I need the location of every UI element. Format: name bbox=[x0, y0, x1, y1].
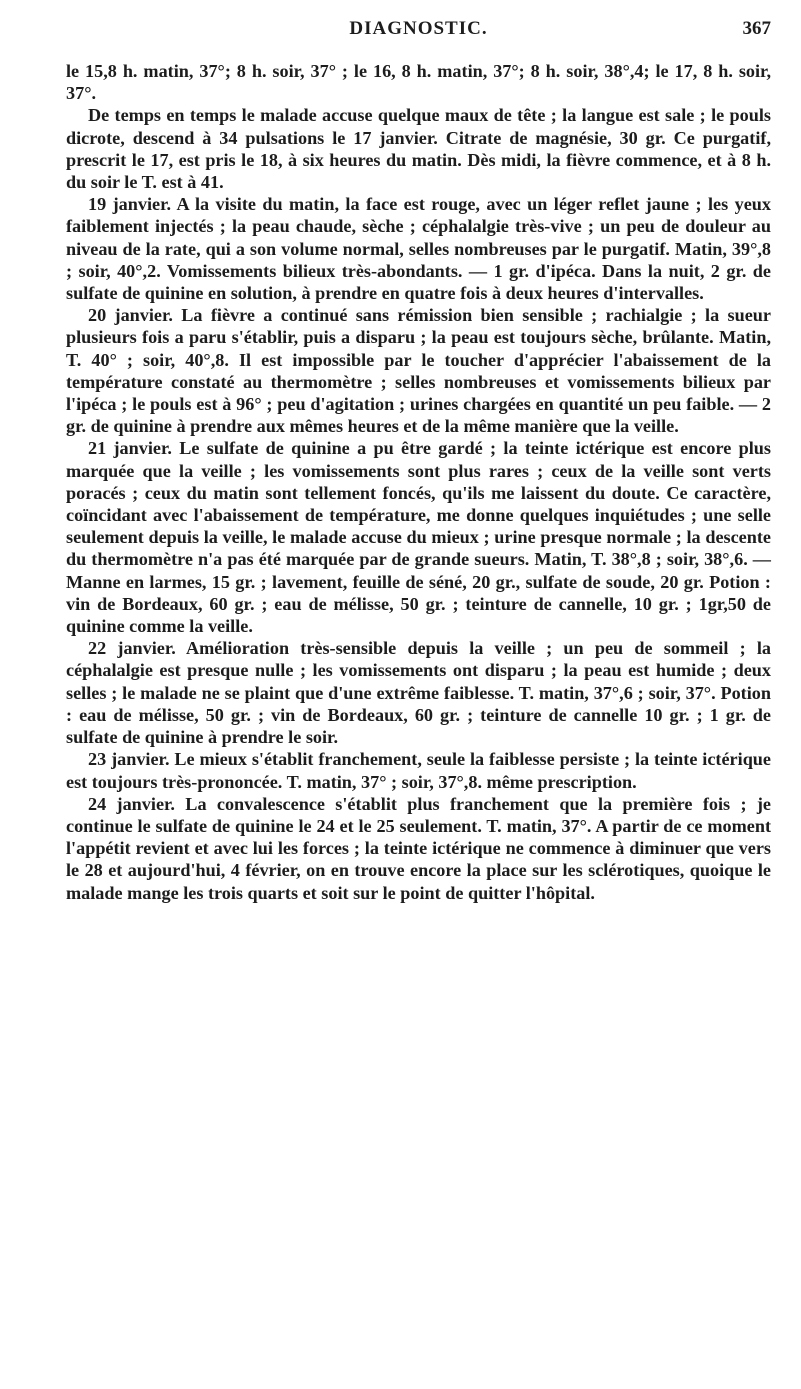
body-text bbox=[66, 60, 771, 904]
paragraph-symptoms: De temps en temps le malade accuse quelque maux de tête ; la langue est sale ; le pouls dicrote, descend à 34 pulsations le 17 janvier. Citrate de magnésie, 30 gr. Ce purgatif, prescrit le 17, est pris le 18, à six heures du matin. Dès midi, la fièvre commence, et à 8 h. du soir le T. est à 41. bbox=[66, 105, 771, 193]
paragraph-continuation: le 15,8 h. matin, 37°; 8 h. soir, 37° ; le 16, 8 h. matin, 37°; 8 h. soir, 38°,4; le 17, 8 h. soir, 37°. bbox=[66, 61, 771, 104]
paragraph-23-janvier: 23 janvier. Le mieux s'établit franchement, seule la faiblesse persiste ; la teinte ictérique est toujours très-prononcée. T. matin, 37° ; soir, 37°,8. même prescription. bbox=[66, 749, 771, 792]
paragraph-22-janvier: 22 janvier. Amélioration très-sensible depuis la veille ; un peu de sommeil ; la céphalalgie est presque nulle ; les vomissements ont disparu ; la peau est humide ; deux selles ; le malade ne se plaint que d'une extrême faiblesse. T. matin, 37°,6 ; soir, 37°. Potion : eau de mélisse, 50 gr. ; vin de Bordeaux, 60 gr. ; teinture de cannelle 10 gr. ; 1 gr. de sulfate de quinine à prendre le soir. bbox=[66, 638, 771, 748]
running-head: DIAGNOSTIC. bbox=[349, 18, 488, 39]
paragraph-19-janvier: 19 janvier. A la visite du matin, la face est rouge, avec un léger reflet jaune ; les yeux faiblement injectés ; la peau chaude, sèche ; céphalalgie très-vive ; un peu de douleur au niveau de la rate, qui a son volume normal, selles nombreuses par le purgatif. Matin, 39°,8 ; soir, 40°,2. Vomissements bilieux très-abondants. — 1 gr. d'ipéca. Dans la nuit, 2 gr. de sulfate de quinine en solution, à prendre en quatre fois à deux heures d'intervalles. bbox=[66, 194, 771, 304]
paragraph-20-janvier: 20 janvier. La fièvre a continué sans rémission bien sensible ; rachialgie ; la sueur plusieurs fois a paru s'établir, puis a disparu ; la peau est toujours sèche, brûlante. Matin, T. 40° ; soir, 40°,8. Il est impossible par le toucher d'apprécier l'abaissement de la température constaté au thermomètre ; selles nombreuses et vomissements bilieux par l'ipéca ; le pouls est à 96° ; peu d'agitation ; urines chargées en quantité un peu faible. — 2 gr. de quinine à prendre aux mêmes heures et de la même manière que la veille. bbox=[66, 305, 771, 437]
page-number: 367 bbox=[742, 18, 771, 39]
page-header bbox=[66, 18, 771, 48]
paragraph-21-janvier: 21 janvier. Le sulfate de quinine a pu être gardé ; la teinte ictérique est encore plus marquée que la veille ; les vomissements sont plus rares ; ceux de la veille sont verts poracés ; ceux du matin sont tellement foncés, qu'ils me laissent du doute. Ce caractère, coïncidant avec l'abaissement de température, me donne quelques inquiétudes ; une selle seulement depuis la veille, le malade accuse du mieux ; urine presque normale ; la descente du thermomètre n'a pas été marquée par de grande sueurs. Matin, T. 38°,8 ; soir, 38°,6. — Manne en larmes, 15 gr. ; lavement, feuille de séné, 20 gr., sulfate de soude, 20 gr. Potion : vin de Bordeaux, 60 gr. ; eau de mélisse, 50 gr. ; teinture de cannelle, 10 gr. ; 1gr,50 de quinine comme la veille. bbox=[66, 438, 771, 637]
paragraph-24-janvier: 24 janvier. La convalescence s'établit plus franchement que la première fois ; je continue le sulfate de quinine le 24 et le 25 seulement. T. matin, 37°. A partir de ce moment l'appétit revient et avec lui les forces ; la teinte ictérique ne commence à diminuer que vers le 28 et aujourd'hui, 4 février, on en trouve encore la place sur les sclérotiques, quoique le malade mange les trois quarts et soit sur le point de quitter l'hôpital. bbox=[66, 793, 771, 903]
